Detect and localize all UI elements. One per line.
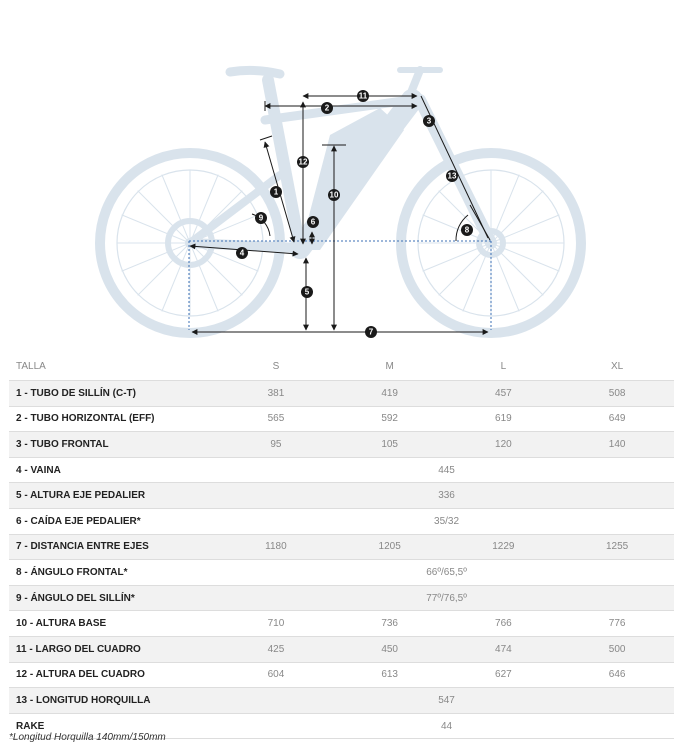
marker-11 [357,90,369,102]
row-value: 120 [447,432,561,458]
row-value: 457 [447,381,561,407]
geometry-table [9,353,674,739]
marker-7 [365,326,377,338]
svg-text:1: 1 [273,187,279,197]
marker-13 [446,170,458,182]
row-label: 9 - ÁNGULO DEL SILLÍN* [9,585,219,611]
svg-text:10: 10 [329,190,339,200]
row-value: 77º/76,5º [219,585,674,611]
table-row [9,406,674,432]
marker-1 [270,186,282,198]
row-value: 592 [333,406,447,432]
marker-6 [307,216,319,228]
row-label: 1 - TUBO DE SILLÍN (C-T) [9,381,219,407]
row-label: 4 - VAINA [9,457,219,483]
row-value: 425 [219,636,333,662]
row-value: 44 [219,713,674,739]
row-label: RAKE [9,713,219,739]
row-label: 11 - LARGO DEL CUADRO [9,636,219,662]
marker-8 [461,224,473,236]
row-value: 508 [560,381,674,407]
svg-text:2: 2 [324,103,330,113]
table-row [9,457,674,483]
marker-12 [297,156,309,168]
row-value: 627 [447,662,561,688]
row-label: 3 - TUBO FRONTAL [9,432,219,458]
row-value: 1205 [333,534,447,560]
svg-text:4: 4 [239,248,245,258]
row-value: 646 [560,662,674,688]
row-value: 35/32 [219,508,674,534]
table-row [9,560,674,586]
svg-text:9: 9 [258,213,264,223]
row-label: 6 - CAÍDA EJE PEDALIER* [9,508,219,534]
svg-text:12: 12 [298,157,308,167]
row-value: 66º/65,5º [219,560,674,586]
table-row [9,381,674,407]
svg-text:3: 3 [426,116,432,126]
row-value: 1255 [560,534,674,560]
row-value: 140 [560,432,674,458]
row-label: 5 - ALTURA EJE PEDALIER [9,483,219,509]
row-value: 445 [219,457,674,483]
row-value: 776 [560,611,674,637]
marker-5 [301,286,313,298]
marker-3 [423,115,435,127]
row-value: 613 [333,662,447,688]
row-value: 381 [219,381,333,407]
header-size: TALLA [16,361,46,372]
row-value: 336 [219,483,674,509]
svg-text:13: 13 [447,171,457,181]
marker-2 [321,102,333,114]
table-row [9,688,674,714]
table-header-row [9,353,674,381]
row-value: 95 [219,432,333,458]
row-value: 1229 [447,534,561,560]
row-value: 450 [333,636,447,662]
table-row [9,483,674,509]
row-value: 649 [560,406,674,432]
svg-text:7: 7 [368,327,374,337]
row-value: 766 [447,611,561,637]
row-value: 474 [447,636,561,662]
marker-4 [236,247,248,259]
row-label: 8 - ÁNGULO FRONTAL* [9,560,219,586]
svg-text:6: 6 [310,217,316,227]
motor-housing [300,108,404,250]
svg-text:11: 11 [358,91,368,101]
table-row [9,432,674,458]
bike-geometry-diagram [0,0,681,348]
row-value: 1180 [219,534,333,560]
row-value: 547 [219,688,674,714]
table-row [9,534,674,560]
table-row [9,611,674,637]
header-s: S [272,361,280,372]
row-value: 565 [219,406,333,432]
table-row [9,508,674,534]
svg-text:8: 8 [464,225,470,235]
table-row [9,585,674,611]
footnote: *Longitud Horquilla 140mm/150mm [9,732,166,743]
svg-text:5: 5 [304,287,310,297]
marker-10 [328,189,340,201]
table-row [9,662,674,688]
row-label: 13 - LONGITUD HORQUILLA [9,688,219,714]
row-label: 12 - ALTURA DEL CUADRO [9,662,219,688]
table-body [9,381,674,739]
row-value: 736 [333,611,447,637]
header-m: M [385,361,394,372]
row-label: 7 - DISTANCIA ENTRE EJES [9,534,219,560]
header-xl: XL [611,361,624,372]
row-label: 10 - ALTURA BASE [9,611,219,637]
row-value: 105 [333,432,447,458]
header-l: L [500,361,507,372]
marker-9 [255,212,267,224]
row-value: 619 [447,406,561,432]
row-value: 419 [333,381,447,407]
table-row [9,636,674,662]
row-label: 2 - TUBO HORIZONTAL (EFF) [9,406,219,432]
row-value: 604 [219,662,333,688]
row-value: 500 [560,636,674,662]
row-value: 710 [219,611,333,637]
